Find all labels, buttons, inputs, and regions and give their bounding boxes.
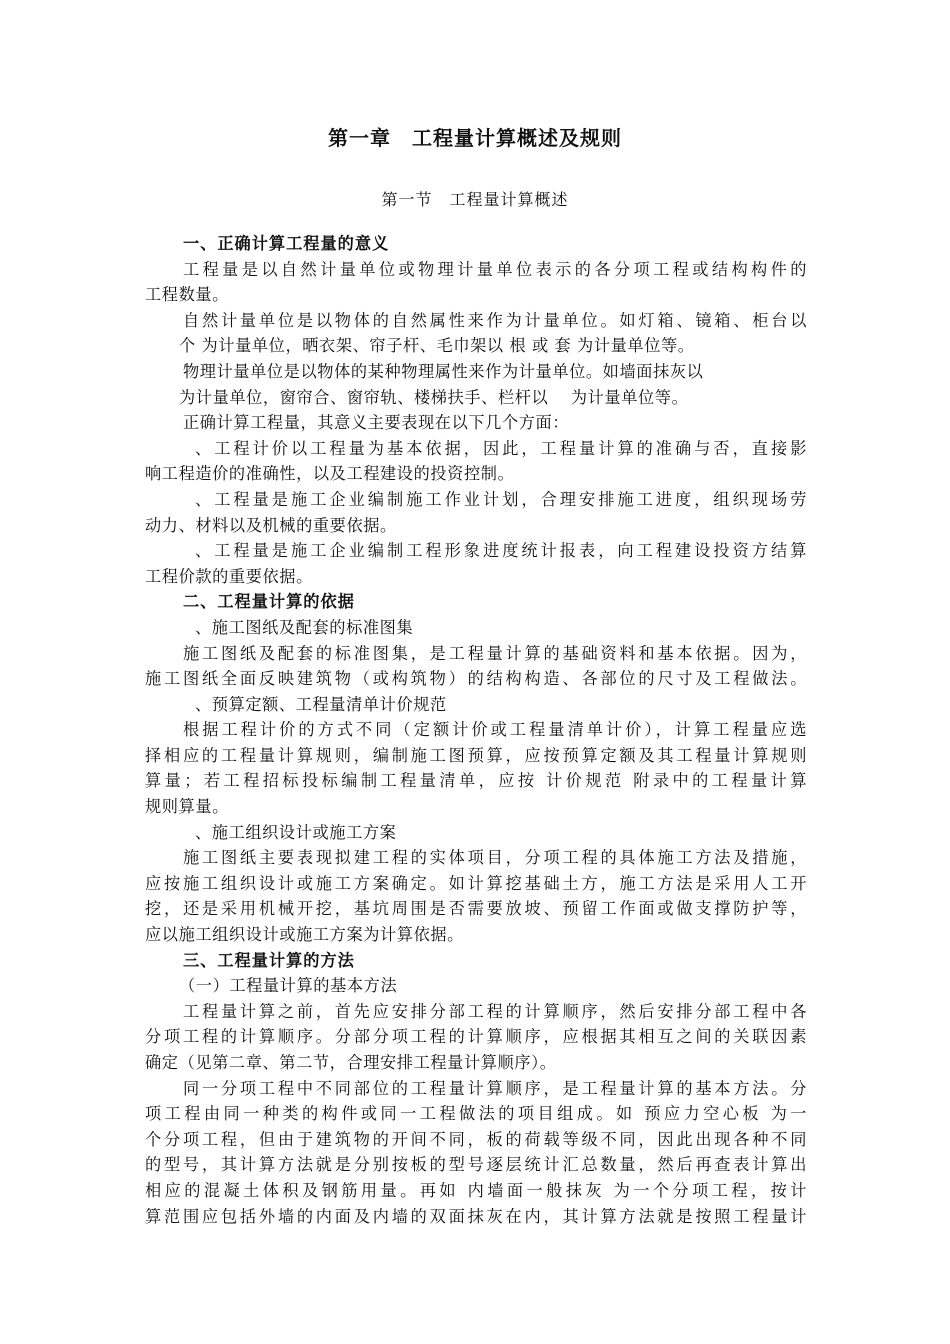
paragraph-line: 算量；若工程招标投标编制工程量清单，应按 计价规范 附录中的工程量计算 bbox=[145, 771, 807, 791]
paragraph-line: 物理计量单位是以物体的某种物理属性来作为计量单位。如墙面抹灰以 bbox=[183, 361, 704, 381]
paragraph-line: 工程量是以自然计量单位或物理计量单位表示的各分项工程或结构构件的 bbox=[183, 259, 807, 279]
paragraph-line: 施工图纸主要表现拟建工程的实体项目，分项工程的具体施工方法及措施， bbox=[183, 848, 807, 868]
paragraph-line: 择相应的工程量计算规则，编制施工图预算，应按预算定额及其工程量计算规则 bbox=[145, 745, 807, 765]
paragraph-line: 分项工程的计算顺序。分部分项工程的计算顺序，应根据其相互之间的关联因素 bbox=[145, 1027, 807, 1047]
heading-1: 一、正确计算工程量的意义 bbox=[183, 234, 390, 253]
paragraph-line: 为计量单位，窗帘合、窗帘轨、楼梯扶手、栏杆以 为计量单位等。 bbox=[179, 387, 689, 407]
subheading: 、施工图纸及配套的标准图集 bbox=[195, 617, 414, 637]
paragraph-line: 施工图纸全面反映建筑物（或构筑物）的结构构造、各部位的尺寸及工程做法。 bbox=[145, 669, 807, 689]
paragraph-line: 规则算量。 bbox=[145, 797, 229, 817]
paragraph-line: 应按施工组织设计或施工方案确定。如计算挖基础土方，施工方法是采用人工开 bbox=[145, 873, 807, 893]
paragraph-line: 、工程量是施工企业编制施工作业计划，合理安排施工进度，组织现场劳 bbox=[195, 489, 807, 509]
section-title: 第一节 工程量计算概述 bbox=[381, 190, 569, 209]
paragraph-line: 正确计算工程量，其意义主要表现在以下几个方面： bbox=[183, 413, 570, 433]
paragraph-line: 挖，还是采用机械开挖，基坑周围是否需要放坡、预留工作面或做支撑防护等， bbox=[145, 899, 807, 919]
subheading: （一）工程量计算的基本方法 bbox=[179, 976, 398, 996]
paragraph-line: 根据工程计价的方式不同（定额计价或工程量清单计价），计算工程量应选 bbox=[183, 720, 807, 740]
paragraph-line: 相应的混凝土体积及钢筋用量。再如 内墙面一般抹灰 为一个分项工程，按计 bbox=[145, 1180, 807, 1200]
document-body bbox=[145, 231, 807, 1229]
chapter-title: 第一章 工程量计算概述及规则 bbox=[328, 126, 622, 150]
paragraph-line: 项工程由同一种类的构件或同一工程做法的项目组成。如 预应力空心板 为一 bbox=[145, 1104, 807, 1124]
paragraph-line: 响工程造价的准确性，以及工程建设的投资控制。 bbox=[145, 464, 515, 484]
subheading: 、预算定额、工程量清单计价规范 bbox=[195, 694, 447, 714]
paragraph-line: 施工图纸及配套的标准图集，是工程量计算的基础资料和基本依据。因为， bbox=[183, 643, 807, 663]
heading-3: 三、工程量计算的方法 bbox=[183, 950, 355, 970]
paragraph-line: 的型号，其计算方法就是分别按板的型号逐层统计汇总数量，然后再查表计算出 bbox=[145, 1155, 807, 1175]
paragraph-line: 、工程量是施工企业编制工程形象进度统计报表，向工程建设投资方结算 bbox=[195, 541, 807, 561]
paragraph-line: 工程价款的重要依据。 bbox=[145, 566, 313, 586]
paragraph-line: 算范围应包括外墙的内面及内墙的双面抹灰在内，其计算方法就是按照工程量计 bbox=[145, 1206, 807, 1226]
paragraph-line: 确定（见第二章、第二节，合理安排工程量计算顺序）。 bbox=[145, 1053, 557, 1072]
paragraph-line: 应以施工组织设计或施工方案为计算依据。 bbox=[145, 925, 464, 945]
paragraph-line: 工程量计算之前，首先应安排分部工程的计算顺序，然后安排分部工程中各 bbox=[183, 1001, 807, 1021]
paragraph-line: 个 为计量单位，晒衣架、帘子杆、毛巾架以 根 或 套 为计量单位等。 bbox=[179, 336, 695, 356]
paragraph-line: 工程数量。 bbox=[145, 285, 229, 305]
paragraph-line: 、工程计价以工程量为基本依据，因此，工程量计算的准确与否，直接影 bbox=[195, 438, 807, 458]
subheading: 、施工组织设计或施工方案 bbox=[195, 822, 397, 842]
paragraph-line: 自然计量单位是以物体的自然属性来作为计量单位。如灯箱、镜箱、柜台以 bbox=[183, 310, 807, 330]
heading-2: 二、工程量计算的依据 bbox=[183, 592, 355, 612]
paragraph-line: 动力、材料以及机械的重要依据。 bbox=[145, 515, 397, 535]
paragraph-line: 个分项工程，但由于建筑物的开间不同，板的荷载等级不同，因此出现各种不同 bbox=[145, 1129, 807, 1149]
paragraph-line: 同一分项工程中不同部位的工程量计算顺序，是工程量计算的基本方法。分 bbox=[183, 1078, 807, 1098]
